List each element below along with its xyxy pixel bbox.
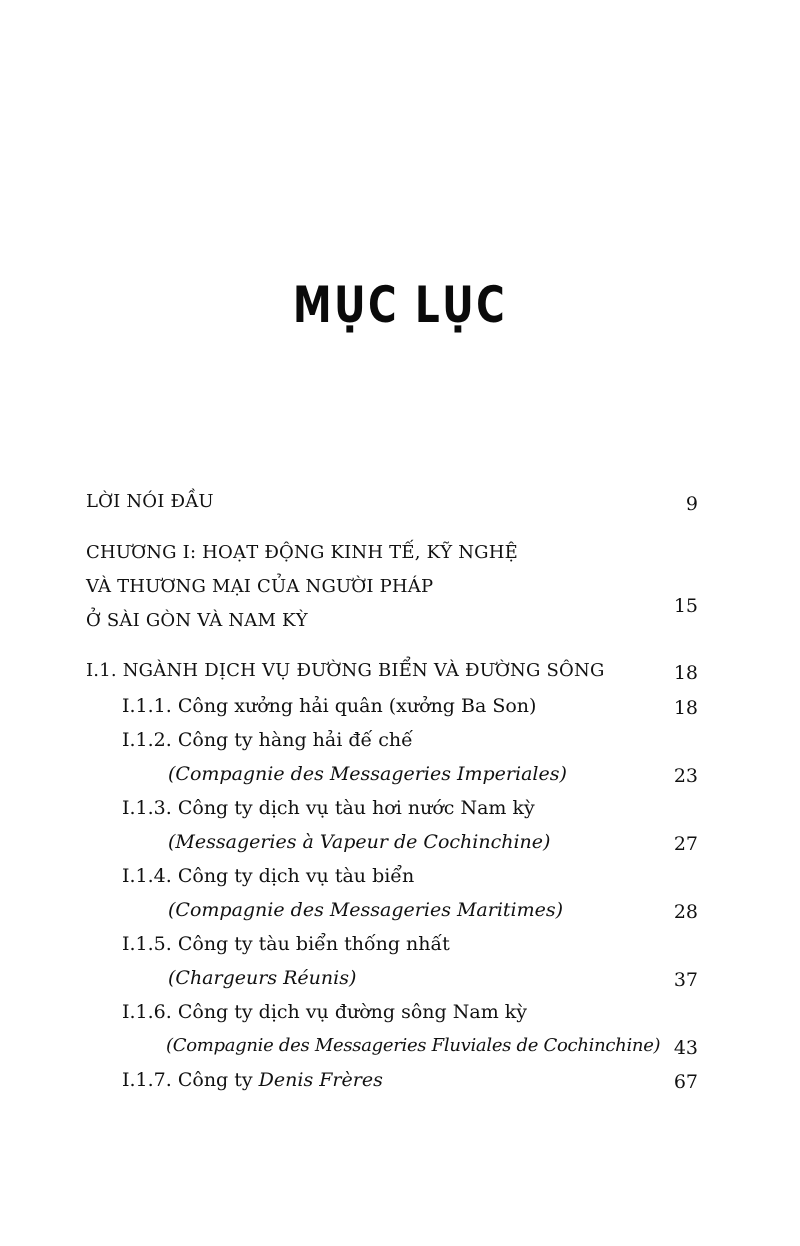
toc-page-number: 15	[673, 595, 698, 617]
toc-entry-title: LỜI NÓI ĐẦU	[86, 491, 214, 512]
toc-entry-subtitle: (Compagnie des Messageries Maritimes)	[168, 899, 564, 921]
toc-entry-title: I.1.6. Công ty dịch vụ đường sông Nam kỳ	[122, 1001, 527, 1023]
toc-page-number: 28	[673, 901, 698, 923]
toc-entry-title: I.1.2. Công ty hàng hải đế chế	[122, 729, 413, 751]
toc-page-number: 43	[673, 1037, 698, 1059]
toc-page-number: 23	[673, 765, 698, 787]
toc-entry-title-line-1: CHƯƠNG I: HOẠT ĐỘNG KINH TẾ, KỸ NGHỆ	[86, 542, 518, 563]
toc-page-number: 37	[673, 969, 698, 991]
toc-entry-title	[122, 1068, 383, 1092]
toc-entry-title: I.1.1. Công xưởng hải quân (xưởng Ba Son)	[122, 695, 537, 717]
toc-page-number: 18	[673, 697, 698, 719]
toc-entry-title-line-3: Ở SÀI GÒN VÀ NAM KỲ	[86, 610, 308, 631]
toc-entry-title: I.1.4. Công ty dịch vụ tàu biển	[122, 865, 415, 887]
toc-entry-title-line-2: VÀ THƯƠNG MẠI CỦA NGƯỜI PHÁP	[86, 576, 434, 597]
toc-page-number: 9	[685, 493, 698, 515]
toc-entry-subtitle: (Messageries à Vapeur de Cochinchine)	[168, 831, 551, 853]
toc-entry-subtitle: (Compagnie des Messageries Fluviales de Cochinchine)	[166, 1035, 661, 1056]
toc-entry-subtitle: (Compagnie des Messageries Imperiales)	[168, 763, 567, 785]
toc-page-number: 27	[673, 833, 698, 855]
toc-page-number: 67	[673, 1071, 698, 1093]
toc-entry-title: I.1.3. Công ty dịch vụ tàu hơi nước Nam kỳ	[122, 797, 535, 819]
page-title: MỤC LỤC	[292, 276, 508, 334]
toc-entry-subtitle: (Chargeurs Réunis)	[168, 967, 357, 989]
toc-entry-title: I.1.5. Công ty tàu biển thống nhất	[122, 933, 450, 955]
toc-entry-title-prefix: I.1.7. Công ty	[122, 1069, 259, 1091]
toc-entry-title-company: Denis Frères	[258, 1069, 383, 1091]
toc-entry-title: I.1. NGÀNH DỊCH VỤ ĐƯỜNG BIỂN VÀ ĐƯỜNG SÔNG	[86, 660, 605, 681]
toc-page-number: 18	[673, 662, 698, 684]
